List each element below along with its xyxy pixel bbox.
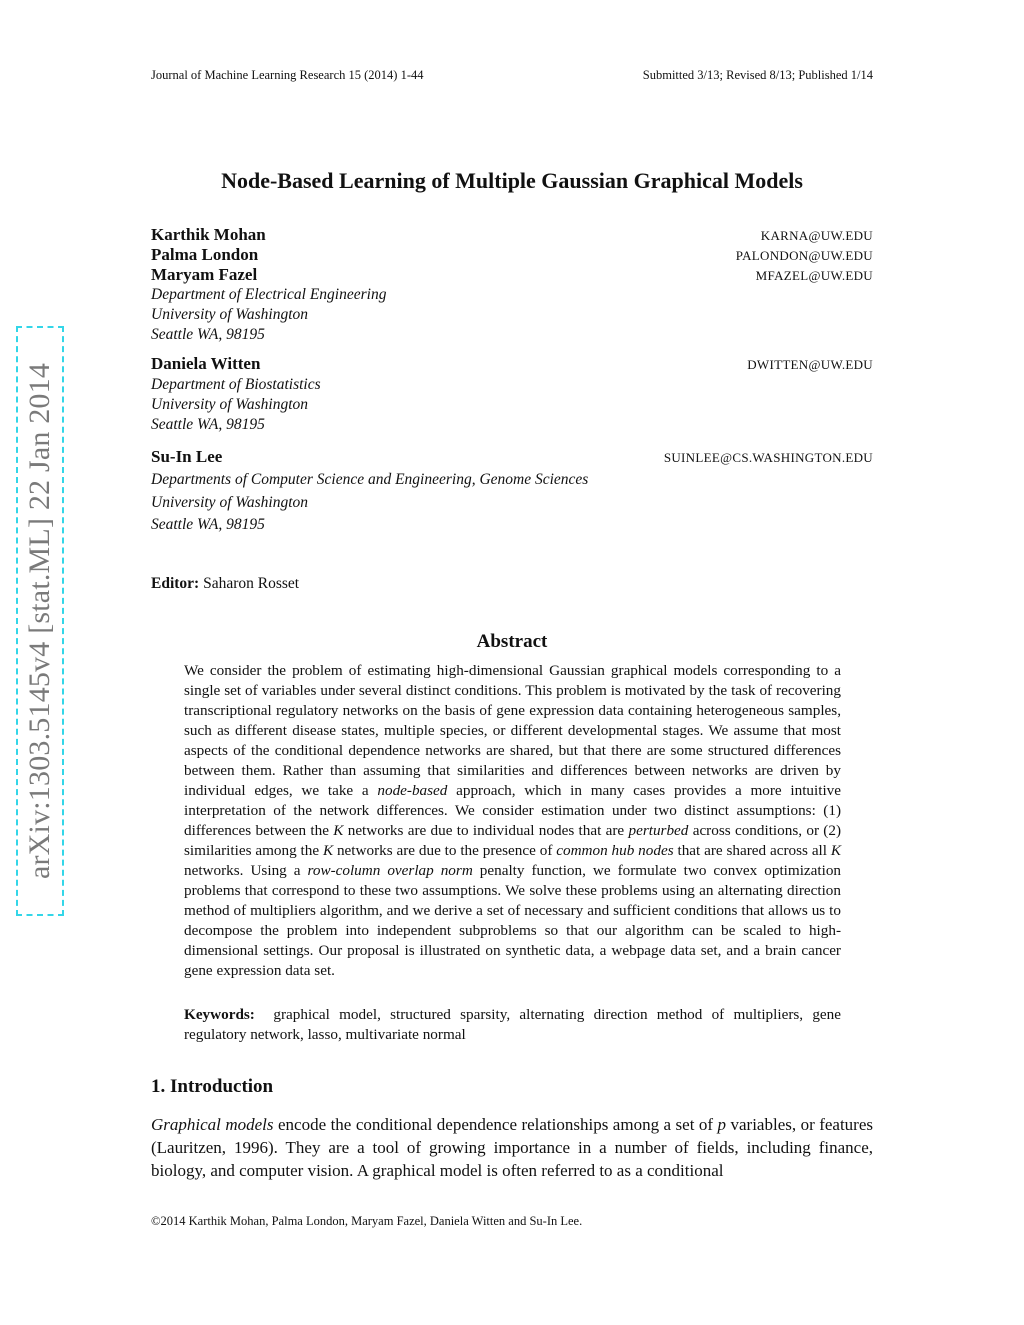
affiliation-line: Departments of Computer Science and Engineering, Genome Sciences: [151, 471, 589, 488]
author-name: Maryam Fazel: [151, 265, 258, 284]
arxiv-sidebar: [16, 326, 64, 916]
section-heading: 1. Introduction: [151, 1076, 274, 1097]
affiliation-line: University of Washington: [151, 306, 309, 323]
author-email: KARNA@UW.EDU: [760, 228, 873, 243]
author-name: Karthik Mohan: [151, 225, 266, 244]
editor-line: [151, 575, 299, 593]
author-name: Palma London: [151, 245, 259, 264]
author-email: MFAZEL@UW.EDU: [755, 268, 873, 283]
affiliation-line: Seattle WA, 98195: [151, 326, 265, 343]
affiliation-line: Department of Electrical Engineering: [151, 286, 387, 303]
editor-label: Editor:: [151, 575, 200, 592]
author-email: PALONDON@UW.EDU: [735, 248, 873, 263]
copyright-footer: ©2014 Karthik Mohan, Palma London, Maryam Fazel, Daniela Witten and Su-In Lee.: [151, 1214, 583, 1228]
intro-paragraph: Graphical models encode the conditional dependence relationships among a set of p variables, or features (Lauritzen, 1996). They are a tool of growing importance in a number of fields, including finance, biology, and computer vision. A graphical model is often referred to as a conditional: [151, 1115, 873, 1180]
paper-title: Node-Based Learning of Multiple Gaussian Graphical Models: [221, 168, 803, 193]
keywords-label: Keywords:: [184, 1006, 255, 1023]
abstract-heading: Abstract: [476, 631, 548, 652]
submission-dates: Submitted 3/13; Revised 8/13; Published 1/14: [642, 68, 873, 82]
arxiv-identifier: arXiv:1303.5145v4 [stat.ML] 22 Jan 2014: [23, 362, 56, 880]
affiliation-line: University of Washington: [151, 396, 309, 413]
keywords: [184, 1005, 841, 1045]
affiliation-line: Seattle WA, 98195: [151, 516, 265, 533]
journal-header: Journal of Machine Learning Research 15 (2014) 1-44: [151, 68, 424, 82]
affiliation-line: Department of Biostatistics: [151, 376, 321, 393]
abstract-body: We consider the problem of estimating high-dimensional Gaussian graphical models corresponding to a single set of variables under several distinct conditions. This problem is motivated by the task of recovering transcriptional regulatory networks on the basis of gene expression data containing heterogeneous samples, such as different disease states, multiple species, or different developmental stages. We assume that most aspects of the conditional dependence networks are shared, but that there are some structured differences between them. Rather than assuming that similarities and differences between networks are driven by individual edges, we take a node-based approach, which in many cases provides a more intuitive interpretation of the network differences. We consider estimation under two distinct assumptions: (1) differences between the K networks are due to individual nodes that are perturbed across conditions, or (2) similarities among the K networks are due to the presence of common hub nodes that are shared across all K networks. Using a row-column overlap norm penalty function, we formulate two convex optimization problems that correspond to these two assumptions. We solve these problems using an alternating direction method of multipliers algorithm, and we derive a set of necessary and sufficient conditions that allows us to decompose the problem into independent subproblems so that our algorithm can be scaled to high-dimensional settings. Our proposal is illustrated on synthetic data, a webpage data set, and a brain cancer gene expression data set.: [184, 662, 842, 979]
author-email: DWITTEN@UW.EDU: [747, 357, 873, 372]
editor-name: Saharon Rosset: [203, 575, 300, 592]
author-email: SUINLEE@CS.WASHINGTON.EDU: [663, 450, 873, 465]
affiliation-line: University of Washington: [151, 494, 309, 511]
author-name: Daniela Witten: [151, 354, 261, 373]
author-name: Su-In Lee: [151, 447, 223, 466]
keywords-text: graphical model, structured sparsity, alternating direction method of multipliers, gene regulatory network, lasso, multivariate normal: [184, 1006, 842, 1043]
affiliation-line: Seattle WA, 98195: [151, 416, 265, 433]
